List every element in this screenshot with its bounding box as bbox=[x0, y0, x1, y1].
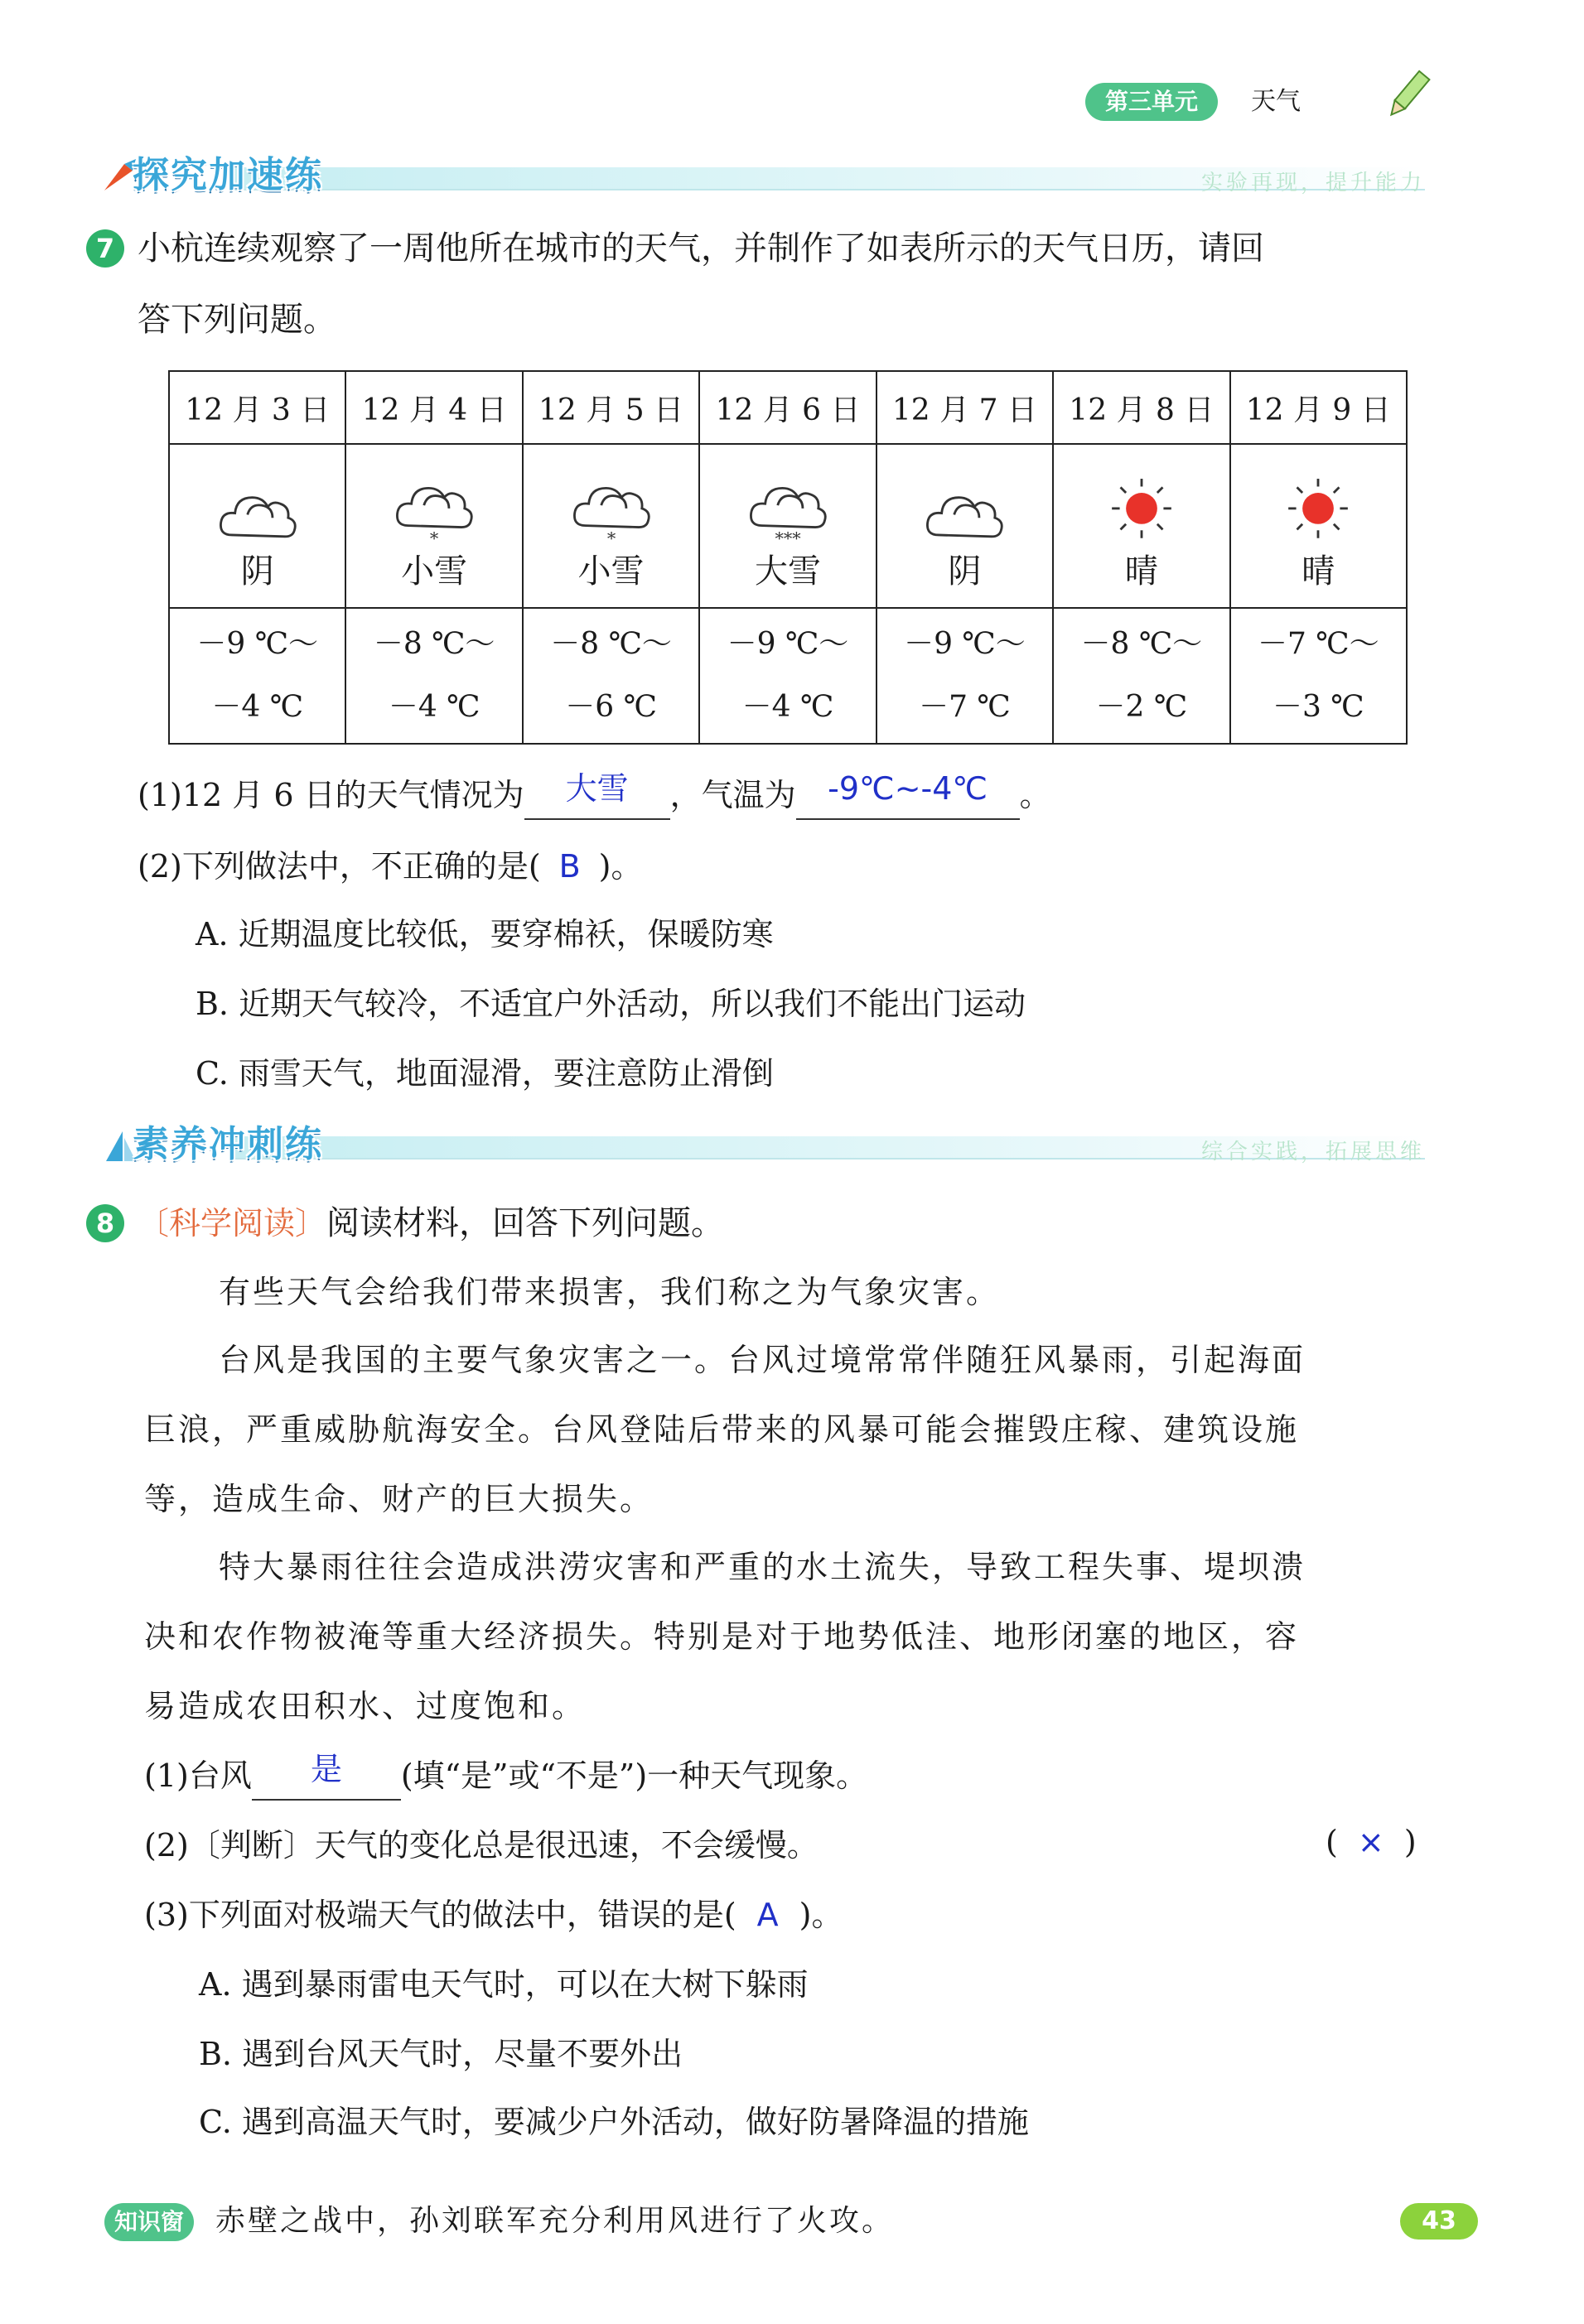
temperature-low: －8 ℃～ bbox=[550, 627, 672, 661]
table-temperature-cell bbox=[523, 608, 699, 744]
weather-label: 晴 bbox=[1124, 552, 1158, 591]
unit-badge: 第三单元 bbox=[1085, 83, 1218, 121]
sub-question-text: (3)下列面对极端天气的做法中，错误的是( bbox=[144, 1897, 736, 1933]
answer-blank bbox=[796, 772, 1020, 820]
question-stem: 小杭连续观察了一周他所在城市的天气，并制作了如表所示的天气日历，请回 bbox=[138, 229, 1264, 268]
temperature-high: －4 ℃ bbox=[211, 690, 304, 724]
reading-paragraph: 易造成农田积水、过度饱和。 bbox=[144, 1688, 587, 1724]
table-date-cell: 12 月 3 日 bbox=[169, 371, 345, 444]
sub-question-2: (2)〔判断〕天气的变化总是很迅速，不会缓慢。 bbox=[144, 1827, 819, 1864]
svg-text:***: *** bbox=[775, 528, 801, 549]
question-stem: 答下列问题。 bbox=[138, 301, 336, 339]
table-weather-cell bbox=[523, 444, 699, 608]
temperature-high: －2 ℃ bbox=[1095, 690, 1188, 724]
question-stem bbox=[138, 1200, 724, 1246]
temperature-high: －6 ℃ bbox=[565, 690, 657, 724]
sunny-icon bbox=[1277, 464, 1359, 550]
reading-paragraph: 特大暴雨往往会造成洪涝灾害和严重的水土流失，导致工程失事、堤坝溃 bbox=[219, 1549, 1306, 1585]
sub-question-text: (1)12 月 6 日的天气情况为 bbox=[138, 777, 524, 813]
question-stem-text: 阅读材料，回答下列问题。 bbox=[326, 1204, 725, 1242]
weather-label: 阴 bbox=[948, 552, 982, 591]
answer-text: 大雪 bbox=[565, 770, 629, 807]
table-weather-cell bbox=[877, 444, 1053, 608]
option-a: A. 遇到暴雨雷电天气时，可以在大树下躲雨 bbox=[199, 1966, 809, 2003]
temperature-low: －8 ℃～ bbox=[1080, 627, 1203, 661]
option-b: B. 近期天气较冷，不适宜户外活动，所以我们不能出门运动 bbox=[196, 986, 1026, 1022]
table-temperature-cell bbox=[345, 608, 522, 744]
section-slogan: 实验再现，提升能力 bbox=[1200, 171, 1425, 195]
section-title: 素养冲刺练 bbox=[133, 1123, 323, 1165]
temperature-low: －9 ℃～ bbox=[196, 627, 319, 661]
sub-question-2 bbox=[138, 843, 642, 890]
table-date-cell: 12 月 9 日 bbox=[1230, 371, 1407, 444]
option-a: A. 近期温度比较低，要穿棉袄，保暖防寒 bbox=[196, 916, 774, 952]
table-weather-cell bbox=[169, 444, 345, 608]
sub-question-text: 。 bbox=[1019, 777, 1051, 813]
section-title: 探究加速练 bbox=[133, 154, 323, 196]
bracket: ( bbox=[1326, 1824, 1338, 1860]
weather-label: 晴 bbox=[1301, 552, 1335, 591]
sub-question-text: (2)下列做法中，不正确的是( bbox=[138, 848, 541, 885]
answer-text: -9℃~-4℃ bbox=[828, 770, 988, 807]
section-header-explore bbox=[99, 152, 1425, 199]
question-number: 7 bbox=[86, 229, 124, 268]
question-number: 8 bbox=[86, 1204, 124, 1242]
temperature-high: －4 ℃ bbox=[388, 690, 481, 724]
bracket: ) bbox=[1403, 1824, 1417, 1860]
table-temperature-cell bbox=[169, 608, 345, 744]
option-c: C. 遇到高温天气时，要减少户外活动，做好防暑降温的措施 bbox=[199, 2104, 1029, 2140]
knowledge-window-badge: 知识窗 bbox=[104, 2203, 194, 2241]
reading-paragraph: 有些天气会给我们带来损害，我们称之为气象灾害。 bbox=[219, 1274, 1001, 1310]
weather-calendar-table bbox=[168, 370, 1408, 745]
overcast-icon bbox=[216, 464, 299, 550]
table-temperature-cell bbox=[699, 608, 876, 744]
temperature-high: －4 ℃ bbox=[741, 690, 834, 724]
knowledge-window-text: 赤壁之战中，孙刘联军充分利用风进行了火攻。 bbox=[215, 2204, 895, 2238]
unit-topic: 天气 bbox=[1251, 87, 1301, 116]
section-header-literacy bbox=[99, 1121, 1425, 1168]
table-temperature-cell bbox=[1230, 608, 1407, 744]
section-slogan: 综合实践，拓展思维 bbox=[1200, 1140, 1425, 1164]
pencil-icon bbox=[1385, 65, 1432, 124]
temperature-low: －9 ℃～ bbox=[727, 627, 849, 661]
answer-text: × bbox=[1357, 1824, 1384, 1860]
weather-label: 大雪 bbox=[754, 552, 821, 591]
sub-question-3 bbox=[144, 1892, 843, 1938]
sub-question-text: ，气温为 bbox=[669, 777, 796, 813]
reading-paragraph: 巨浪，严重威胁航海安全。台风登陆后带来的风暴可能会摧毁庄稼、建筑设施 bbox=[144, 1411, 1300, 1448]
sub-question-text: )。 bbox=[598, 848, 643, 885]
reading-paragraph: 台风是我国的主要气象灾害之一。台风过境常常伴随狂风暴雨，引起海面 bbox=[219, 1342, 1306, 1378]
judgement-answer bbox=[1326, 1819, 1442, 1865]
heavy-snow-icon bbox=[746, 464, 829, 550]
table-weather-cell bbox=[345, 444, 522, 608]
temperature-high: －3 ℃ bbox=[1272, 690, 1364, 724]
table-temperature-cell bbox=[877, 608, 1053, 744]
sub-question-1 bbox=[144, 1753, 867, 1801]
light-snow-icon bbox=[393, 464, 476, 550]
answer-text: 是 bbox=[310, 1751, 342, 1787]
page-number: 43 bbox=[1400, 2203, 1478, 2240]
table-date-cell: 12 月 4 日 bbox=[345, 371, 522, 444]
sub-question-text: )。 bbox=[799, 1897, 843, 1933]
svg-text:*: * bbox=[429, 528, 439, 549]
question-tag: 〔科学阅读〕 bbox=[138, 1205, 327, 1242]
answer-text: B bbox=[558, 848, 581, 885]
weather-label: 小雪 bbox=[401, 552, 468, 591]
option-c: C. 雨雪天气，地面湿滑，要注意防止滑倒 bbox=[196, 1055, 774, 1092]
table-weather-cell bbox=[1230, 444, 1407, 608]
table-weather-cell bbox=[1053, 444, 1229, 608]
sub-question-text: (1)台风 bbox=[144, 1757, 252, 1794]
svg-text:*: * bbox=[606, 528, 616, 549]
sub-question-text: (填“是”或“不是”)一种天气现象。 bbox=[400, 1757, 868, 1794]
weather-label: 阴 bbox=[240, 552, 274, 591]
table-date-cell: 12 月 5 日 bbox=[523, 371, 699, 444]
weather-label: 小雪 bbox=[577, 552, 645, 591]
table-date-cell: 12 月 8 日 bbox=[1053, 371, 1229, 444]
table-date-cell: 12 月 6 日 bbox=[699, 371, 876, 444]
table-date-cell: 12 月 7 日 bbox=[877, 371, 1053, 444]
overcast-icon bbox=[923, 464, 1006, 550]
answer-blank bbox=[524, 772, 670, 820]
temperature-high: －7 ℃ bbox=[919, 690, 1011, 724]
reading-paragraph: 等，造成生命、财产的巨大损失。 bbox=[144, 1481, 654, 1517]
light-snow-icon bbox=[570, 464, 653, 550]
temperature-low: －9 ℃～ bbox=[904, 627, 1026, 661]
reading-paragraph: 决和农作物被淹等重大经济损失。特别是对于地势低洼、地形闭塞的地区，容 bbox=[144, 1618, 1300, 1655]
temperature-low: －7 ℃～ bbox=[1257, 627, 1379, 661]
sunny-icon bbox=[1100, 464, 1183, 550]
sub-question-1 bbox=[138, 772, 1051, 820]
answer-blank bbox=[252, 1753, 401, 1801]
table-temperature-cell bbox=[1053, 608, 1229, 744]
option-b: B. 遇到台风天气时，尽量不要外出 bbox=[199, 2036, 683, 2072]
answer-text: A bbox=[756, 1897, 779, 1933]
temperature-low: －8 ℃～ bbox=[373, 627, 495, 661]
table-weather-cell bbox=[699, 444, 876, 608]
